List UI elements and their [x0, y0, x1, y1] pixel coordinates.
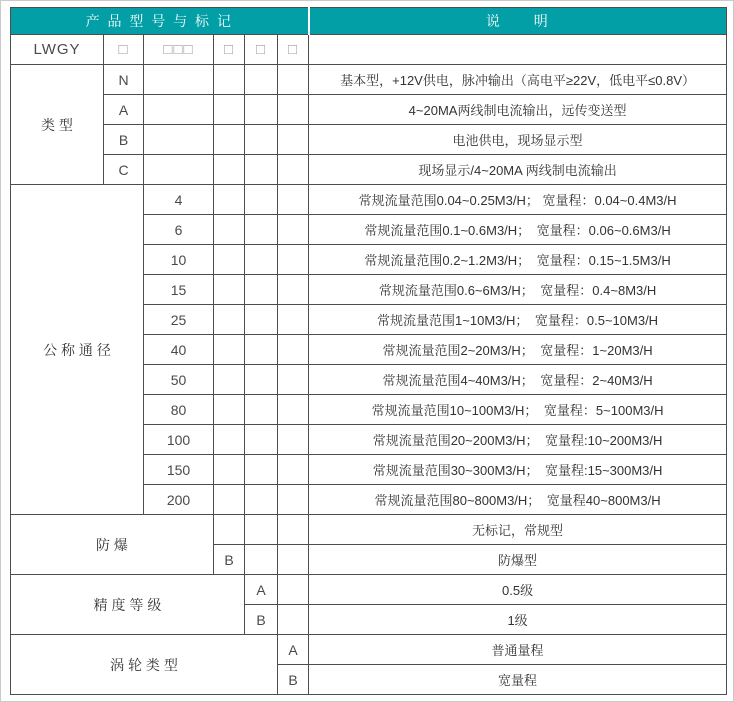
explosion-desc: 无标记，常规型: [309, 515, 727, 545]
empty-cell: [245, 275, 278, 305]
empty-cell: [214, 155, 245, 185]
empty-cell: [278, 305, 309, 335]
empty-cell: [278, 605, 309, 635]
empty-cell: [278, 425, 309, 455]
accuracy-row: [11, 575, 727, 605]
turbine-digit-box: □: [278, 35, 309, 65]
empty-cell: [245, 485, 278, 515]
empty-cell: [214, 65, 245, 95]
type-desc: 现场显示/4~20MA 两线制电流输出: [309, 155, 727, 185]
diameter-code: 150: [144, 455, 214, 485]
empty-cell: [245, 305, 278, 335]
empty-cell: [245, 395, 278, 425]
type-row: [11, 65, 727, 95]
section-label-explosion: 防 爆: [11, 515, 214, 575]
empty-cell: [245, 185, 278, 215]
empty-cell: [245, 545, 278, 575]
empty-cell: [245, 515, 278, 545]
model-name: LWGY: [11, 35, 104, 65]
empty-cell: [214, 215, 245, 245]
accuracy-code: B: [245, 605, 278, 635]
diameter-code: 15: [144, 275, 214, 305]
diameter-code: 50: [144, 365, 214, 395]
empty-cell: [278, 215, 309, 245]
header-desc-label: 说 明: [309, 8, 727, 35]
header-model-label: 产 品 型 号 与 标 记: [11, 8, 309, 35]
type-code: A: [104, 95, 144, 125]
diameter-code: 40: [144, 335, 214, 365]
diameter-desc: 常规流量范围30~300M3/H； 宽量程:15~300M3/H: [309, 455, 727, 485]
empty-desc-cell: [309, 35, 727, 65]
empty-cell: [278, 95, 309, 125]
section-label-type: 类 型: [11, 65, 104, 185]
type-digit-box: □: [104, 35, 144, 65]
empty-cell: [278, 545, 309, 575]
diameter-row: [11, 185, 727, 215]
type-code: B: [104, 125, 144, 155]
empty-cell: [278, 575, 309, 605]
empty-cell: [214, 365, 245, 395]
diameter-digit-box: □□□: [144, 35, 214, 65]
empty-cell: [278, 485, 309, 515]
diameter-code: 200: [144, 485, 214, 515]
empty-cell: [278, 395, 309, 425]
diameter-desc: 常规流量范围1~10M3/H； 宽量程：0.5~10M3/H: [309, 305, 727, 335]
diameter-desc: 常规流量范围2~20M3/H； 宽量程：1~20M3/H: [309, 335, 727, 365]
empty-cell: [245, 425, 278, 455]
empty-cell: [278, 185, 309, 215]
diameter-code: 25: [144, 305, 214, 335]
empty-cell: [278, 335, 309, 365]
empty-cell: [144, 65, 214, 95]
empty-cell: [214, 425, 245, 455]
empty-cell: [214, 245, 245, 275]
turbine-desc: 宽量程: [309, 665, 727, 695]
diameter-desc: 常规流量范围80~800M3/H； 宽量程40~800M3/H: [309, 485, 727, 515]
accuracy-desc: 0.5级: [309, 575, 727, 605]
section-label-accuracy: 精 度 等 级: [11, 575, 245, 635]
accuracy-code: A: [245, 575, 278, 605]
empty-cell: [214, 125, 245, 155]
empty-cell: [245, 455, 278, 485]
empty-cell: [214, 335, 245, 365]
type-code: C: [104, 155, 144, 185]
empty-cell: [245, 95, 278, 125]
explosion-row: [11, 515, 727, 545]
empty-cell: [245, 245, 278, 275]
empty-cell: [278, 65, 309, 95]
turbine-code: A: [278, 635, 309, 665]
diameter-desc: 常规流量范围10~100M3/H； 宽量程：5~100M3/H: [309, 395, 727, 425]
type-row: [11, 125, 727, 155]
empty-cell: [144, 125, 214, 155]
empty-cell: [278, 245, 309, 275]
empty-cell: [214, 305, 245, 335]
empty-cell: [245, 335, 278, 365]
empty-cell: [245, 155, 278, 185]
empty-cell: [245, 65, 278, 95]
empty-cell: [278, 125, 309, 155]
diameter-desc: 常规流量范围0.04~0.25M3/H； 宽量程：0.04~0.4M3/H: [309, 185, 727, 215]
diameter-desc: 常规流量范围0.6~6M3/H； 宽量程：0.4~8M3/H: [309, 275, 727, 305]
explosion-code: B: [214, 545, 245, 575]
diameter-desc: 常规流量范围4~40M3/H； 宽量程：2~40M3/H: [309, 365, 727, 395]
explosion-desc: 防爆型: [309, 545, 727, 575]
type-row: [11, 155, 727, 185]
turbine-row: [11, 635, 727, 665]
empty-cell: [245, 215, 278, 245]
empty-cell: [214, 485, 245, 515]
diameter-code: 100: [144, 425, 214, 455]
accuracy-digit-box: □: [245, 35, 278, 65]
empty-cell: [278, 365, 309, 395]
diameter-desc: 常规流量范围0.1~0.6M3/H； 宽量程：0.06~0.6M3/H: [309, 215, 727, 245]
empty-cell: [214, 275, 245, 305]
type-code: N: [104, 65, 144, 95]
explosion-code: [214, 515, 245, 545]
empty-cell: [278, 455, 309, 485]
empty-cell: [144, 155, 214, 185]
empty-cell: [245, 125, 278, 155]
empty-cell: [278, 155, 309, 185]
empty-cell: [214, 455, 245, 485]
diameter-desc: 常规流量范围20~200M3/H； 宽量程:10~200M3/H: [309, 425, 727, 455]
type-desc: 4~20MA两线制电流输出，远传变送型: [309, 95, 727, 125]
accuracy-desc: 1级: [309, 605, 727, 635]
diameter-desc: 常规流量范围0.2~1.2M3/H； 宽量程：0.15~1.5M3/H: [309, 245, 727, 275]
empty-cell: [214, 185, 245, 215]
type-row: [11, 95, 727, 125]
model-selection-table: [10, 7, 727, 695]
diameter-code: 10: [144, 245, 214, 275]
diameter-code: 4: [144, 185, 214, 215]
type-desc: 基本型，+12V供电，脉冲输出（高电平≥22V，低电平≤0.8V）: [309, 65, 727, 95]
empty-cell: [278, 275, 309, 305]
empty-cell: [245, 365, 278, 395]
explosion-digit-box: □: [214, 35, 245, 65]
section-label-diameter: 公 称 通 径: [11, 185, 144, 515]
turbine-desc: 普通量程: [309, 635, 727, 665]
diameter-code: 6: [144, 215, 214, 245]
empty-cell: [214, 395, 245, 425]
header-row: [11, 8, 727, 35]
section-label-turbine: 涡 轮 类 型: [11, 635, 278, 695]
empty-cell: [144, 95, 214, 125]
type-desc: 电池供电，现场显示型: [309, 125, 727, 155]
empty-cell: [278, 515, 309, 545]
turbine-code: B: [278, 665, 309, 695]
diameter-code: 80: [144, 395, 214, 425]
empty-cell: [214, 95, 245, 125]
model-code-row: [11, 35, 727, 65]
